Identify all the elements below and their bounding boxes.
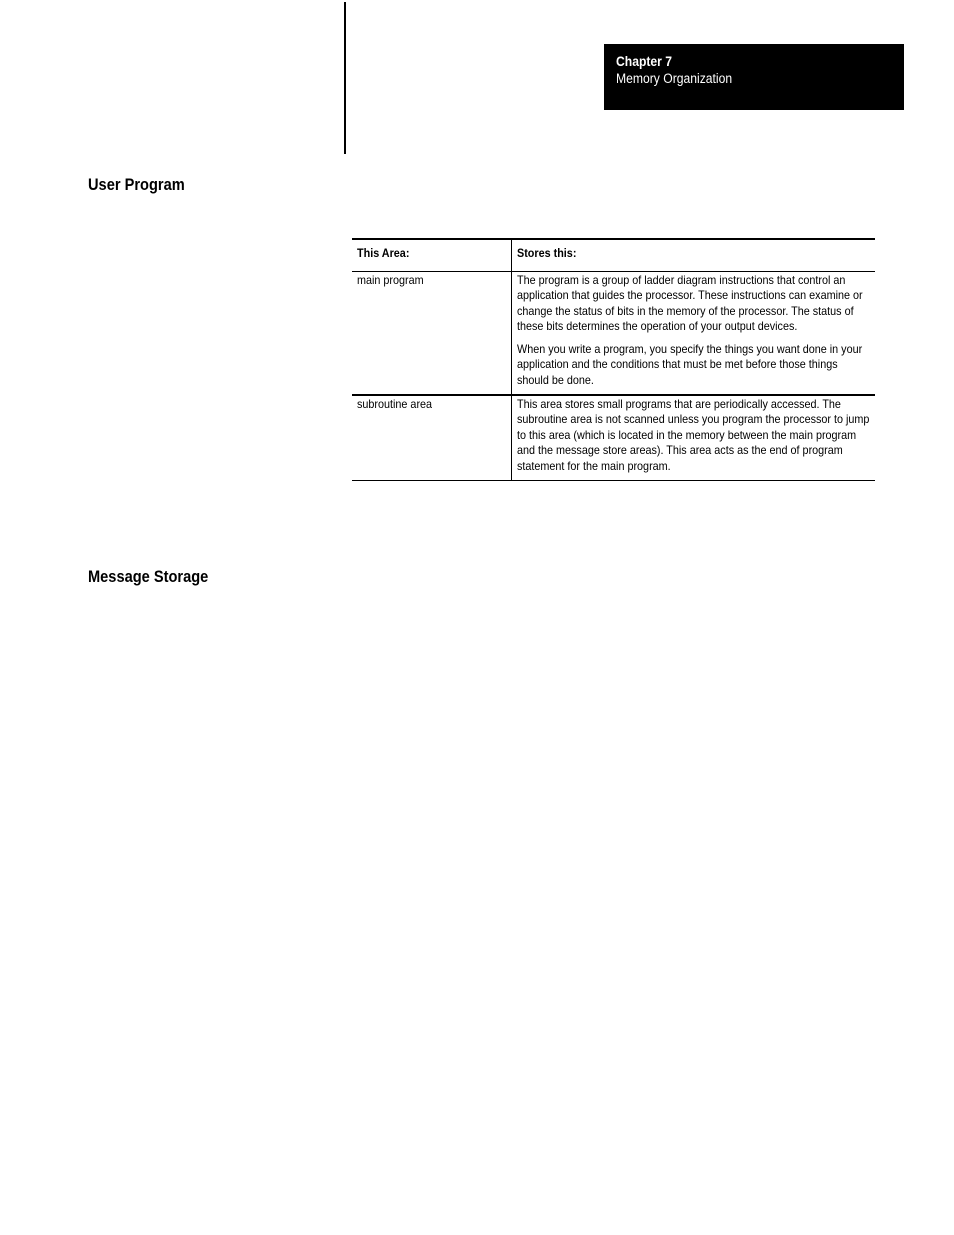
area-cell: main program bbox=[352, 271, 512, 395]
table-header-row bbox=[352, 239, 875, 271]
margin-rule bbox=[344, 2, 346, 154]
description-paragraph: The program is a group of ladder diagram instructions that control an application that guides the processor. These instructions can examine or change the status of bits in the memory of the processor. The status of these bits determines the operation of your output devices. bbox=[517, 272, 863, 334]
chapter-title: Memory Organization bbox=[616, 71, 733, 86]
stores-cell bbox=[512, 395, 876, 480]
description-paragraph: When you write a program, you specify the things you want done in your application and the conditions that must be met before those things should be done. bbox=[517, 341, 863, 388]
table-row-main-program bbox=[352, 271, 875, 395]
chapter-number: Chapter 7 bbox=[616, 54, 673, 69]
stores-cell bbox=[512, 271, 876, 395]
memory-area-table bbox=[352, 238, 875, 481]
section-heading-message-storage: Message Storage bbox=[88, 567, 209, 586]
table-row-subroutine-area bbox=[352, 395, 875, 480]
chapter-header bbox=[604, 44, 904, 110]
column-header-stores: Stores this: bbox=[517, 246, 577, 260]
description-paragraph: This area stores small programs that are periodically accessed. The subroutine area is not scanned unless you program the processor to jump to this area (which is located in the memory between the main program and the message store areas). This area acts as the end of program statement for the main program. bbox=[517, 396, 870, 474]
section-heading-user-program: User Program bbox=[88, 175, 185, 194]
area-cell: subroutine area bbox=[352, 395, 512, 480]
column-header-area: This Area: bbox=[352, 239, 512, 271]
